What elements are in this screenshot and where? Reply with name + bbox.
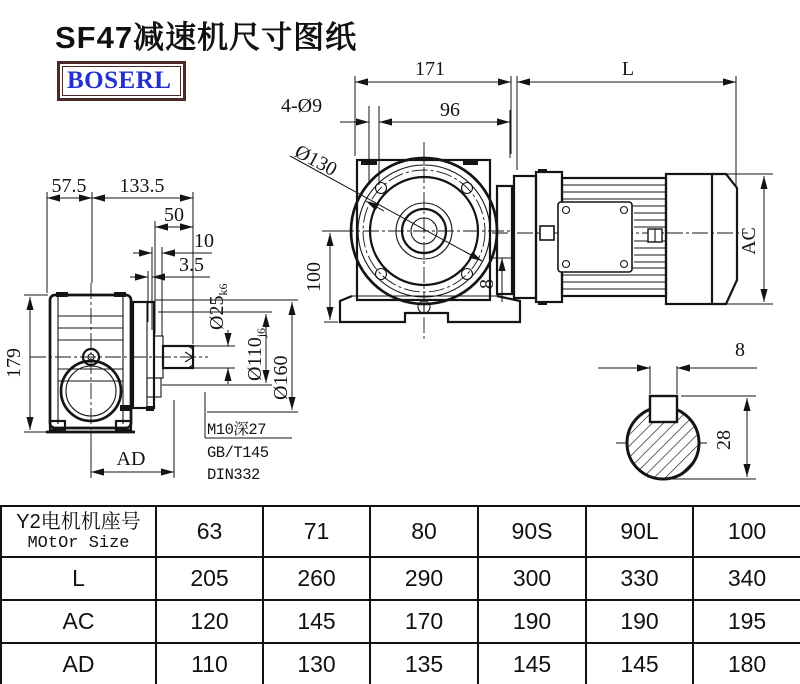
- dim-label-ac: AC: [738, 227, 760, 255]
- dim-label-flange-dia: Ø160: [270, 355, 292, 400]
- cell-AD-63: 110: [156, 643, 263, 684]
- cell-AD-90l: 145: [586, 643, 693, 684]
- cell-AC-71: 145: [263, 600, 370, 643]
- dim-label-50: 50: [164, 204, 184, 226]
- dim-label-171: 171: [415, 58, 445, 80]
- cell-AD-80: 135: [370, 643, 478, 684]
- dim-label-spigot-dia: $Ø110_{j6}$: [244, 327, 268, 381]
- left-view-dimensions: [3, 175, 298, 484]
- dim-label-3-5: 3.5: [179, 254, 204, 276]
- table-row-AC: [1, 600, 800, 643]
- page-title: SF47减速机尺寸图纸: [55, 20, 358, 55]
- cell-AC-90l: 190: [586, 600, 693, 643]
- front-view-dimensions: [281, 58, 736, 322]
- col-90l: 90L: [586, 506, 693, 557]
- motor-size-table: [0, 505, 800, 684]
- cell-AC-63: 120: [156, 600, 263, 643]
- header-motor-size-cn: Y2电机机座号: [16, 510, 141, 533]
- col-100: 100: [693, 506, 800, 557]
- dim-label-key-height: 28: [713, 430, 735, 450]
- brand-logo-text: BOSERL: [67, 67, 172, 94]
- cell-AD-90s: 145: [478, 643, 586, 684]
- dim-label-key-width: 8: [735, 339, 745, 361]
- dim-label-shaft-dia: $Ø25_{k6}$: [206, 283, 230, 330]
- dim-label-96: 96: [440, 99, 460, 121]
- col-80: 80: [370, 506, 478, 557]
- col-90s: 90S: [478, 506, 586, 557]
- header-motor-size-en: MOtOr Size: [27, 533, 130, 553]
- front-view: [338, 142, 520, 340]
- dim-label-179: 179: [3, 348, 25, 378]
- dim-label-133-5: 133.5: [119, 175, 165, 197]
- table-row-AD: [1, 643, 800, 684]
- dim-label-10: 10: [194, 230, 214, 252]
- shaft-section: [598, 339, 757, 479]
- dim-label-100: 100: [303, 262, 325, 292]
- cell-AD-100: 180: [693, 643, 800, 684]
- row-label-L: L: [1, 557, 156, 600]
- cell-AC-100: 195: [693, 600, 800, 643]
- table-header-row: [1, 506, 800, 557]
- col-71: 71: [263, 506, 370, 557]
- cell-AC-90s: 190: [478, 600, 586, 643]
- note-tap-hole: M10深27: [207, 421, 267, 439]
- note-std-gb: GB/T145: [207, 444, 269, 462]
- row-label-AD: AD: [1, 643, 156, 684]
- motor-view: [492, 169, 773, 305]
- note-std-din: DIN332: [207, 466, 260, 484]
- dim-label-holes: 4-Ø9: [281, 95, 323, 117]
- dim-label-57-5: 57.5: [51, 175, 87, 197]
- col-63: 63: [156, 506, 263, 557]
- cell-L-80: 290: [370, 557, 478, 600]
- dim-label-L: L: [621, 58, 635, 80]
- dim-label-ad: AD: [116, 448, 146, 470]
- cell-AD-71: 130: [263, 643, 370, 684]
- cell-L-100: 340: [693, 557, 800, 600]
- row-label-AC: AC: [1, 600, 156, 643]
- cell-L-90l: 330: [586, 557, 693, 600]
- dim-label-flange-offset: 8: [476, 279, 498, 289]
- cell-AC-80: 170: [370, 600, 478, 643]
- header-motor-size: [1, 506, 156, 557]
- left-view: [30, 283, 208, 442]
- table-row-L: [1, 557, 800, 600]
- cell-L-63: 205: [156, 557, 263, 600]
- cell-L-71: 260: [263, 557, 370, 600]
- dim-label-bolt-circle: Ø130: [291, 140, 341, 181]
- cell-L-90s: 300: [478, 557, 586, 600]
